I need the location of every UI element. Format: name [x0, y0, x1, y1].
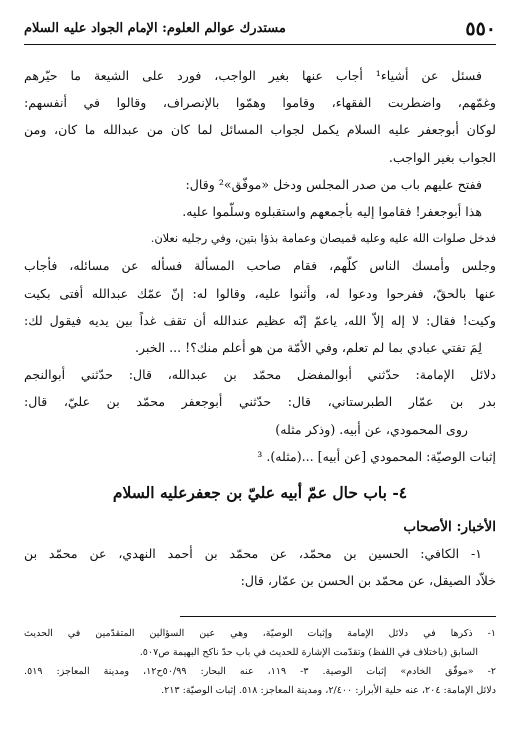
- footnote-line: ١- ذكرها في دلائل الإمامة وإثبات الوصيّة، وهي عين السؤالين المتقدّمين في الحديث: [24, 628, 496, 639]
- text-line: وكيت! فقال: لا إله إلاّ الله، ياعمّ إنّه عظيم عندالله أن تقف غداً بين يديه فيقول لك:: [24, 312, 496, 328]
- text-line: هذا أبوجعفر! فقاموا إليه بأجمعهم واستقبلوه وسلّموا عليه.: [182, 204, 482, 220]
- text-line: بدر بن عمّار الطبرستاني، قال: حدّثني أبوجعفر محمّد بن عليّ، قال:: [24, 394, 496, 410]
- text-line: ففتح عليهم باب من صدر المجلس ودخل «موفّق»² وقال:: [185, 176, 482, 192]
- footnote-line: السابق (باختلاف في اللفظ) وتقدّمت الإشارة للحديث في باب حدّ ناكح البهيمة ص٥٠٧.: [139, 647, 478, 658]
- text-line: فدخل صلوات الله عليه وعليه قميصان وعمامة بذؤا بتين، وفي رجليه نعلان.: [150, 232, 496, 246]
- running-title: مستدرك عوالم العلوم: الإمام الجواد عليه السلام: [24, 21, 286, 36]
- text-line: لوكان أبوجعفر عليه السلام يكمل لجواب المسائل لما كان من عبدالله ما كان، ومن: [24, 122, 496, 138]
- footnote-rule: [180, 616, 496, 617]
- section-heading: الأخبار: الأصحاب: [403, 519, 496, 536]
- text-line: إثبات الوصيّة: المحمودي [عن أبيه] ...(مثله). ³: [257, 448, 496, 464]
- text-line: فسئل عن أشياء¹ أجاب عنها بغير الواجب، فورد على الشيعة ما حيّرهم: [24, 68, 482, 83]
- text-line: روى المحمودي، عن أبيه. (وذكر مثله): [275, 421, 468, 437]
- footnote-line: دلائل الإمامة: ٢٠٤، عنه حلية الأبرار: ٢/٤٠٠، ومدينة المعاجز: ٥١٨. إثبات الوصيّة: ٢١٣.: [161, 685, 496, 696]
- text-line: لِمَ تفتي عبادي بما لم تعلم، وفي الأمّة من هو أعلم منك؟! ... الخبر.: [134, 340, 482, 356]
- text-line: الجواب بغير الواجب.: [388, 149, 496, 165]
- header-rule: [24, 44, 496, 45]
- page-number: ٥٥٠: [465, 18, 496, 40]
- hadith-line: خلاّد الصيقل، عن محمّد بن الحسن بن عمّار، قال:: [240, 573, 496, 589]
- text-line: عنها بالحقّ، ففرحوا ودعوا له، وأثنوا عليه، وقالوا له: إنّ عمّك عبدالله أفتى بكيت: [24, 285, 496, 301]
- chapter-title: ٤- باب حال عمّ أبيه عليّ بن جعفرعليه السلام: [112, 483, 408, 503]
- footnote-line: ٢- «موفّق الخادم» إثبات الوصية. ٣- ١١٩، عنه البحار: ٥٠/٩٩ح١٢، ومدينة المعاجز: ٥١٩.: [24, 666, 496, 677]
- footnotes: [24, 624, 496, 700]
- hadith-line: ١- الكافي: الحسين بن محمّد، عن محمّد بن أحمد النهدي، عن محمّد بن: [24, 546, 482, 562]
- page-body: [24, 62, 496, 594]
- text-line: وجلس وأمسك الناس كلّهم، فقام صاحب المسألة فسأله عن مسائله، فأجاب: [24, 258, 496, 274]
- text-line: دلائل الإمامة: حدّثني أبوالمفضل محمّد بن عبدالله، قال: حدّثني أبوالنجم: [24, 367, 496, 383]
- page-header: [24, 16, 496, 40]
- text-line: وغمّهم، واضطربت الفقهاء، وقاموا وهمّوا بالإنصراف، وقالوا في أنفسهم:: [24, 95, 496, 111]
